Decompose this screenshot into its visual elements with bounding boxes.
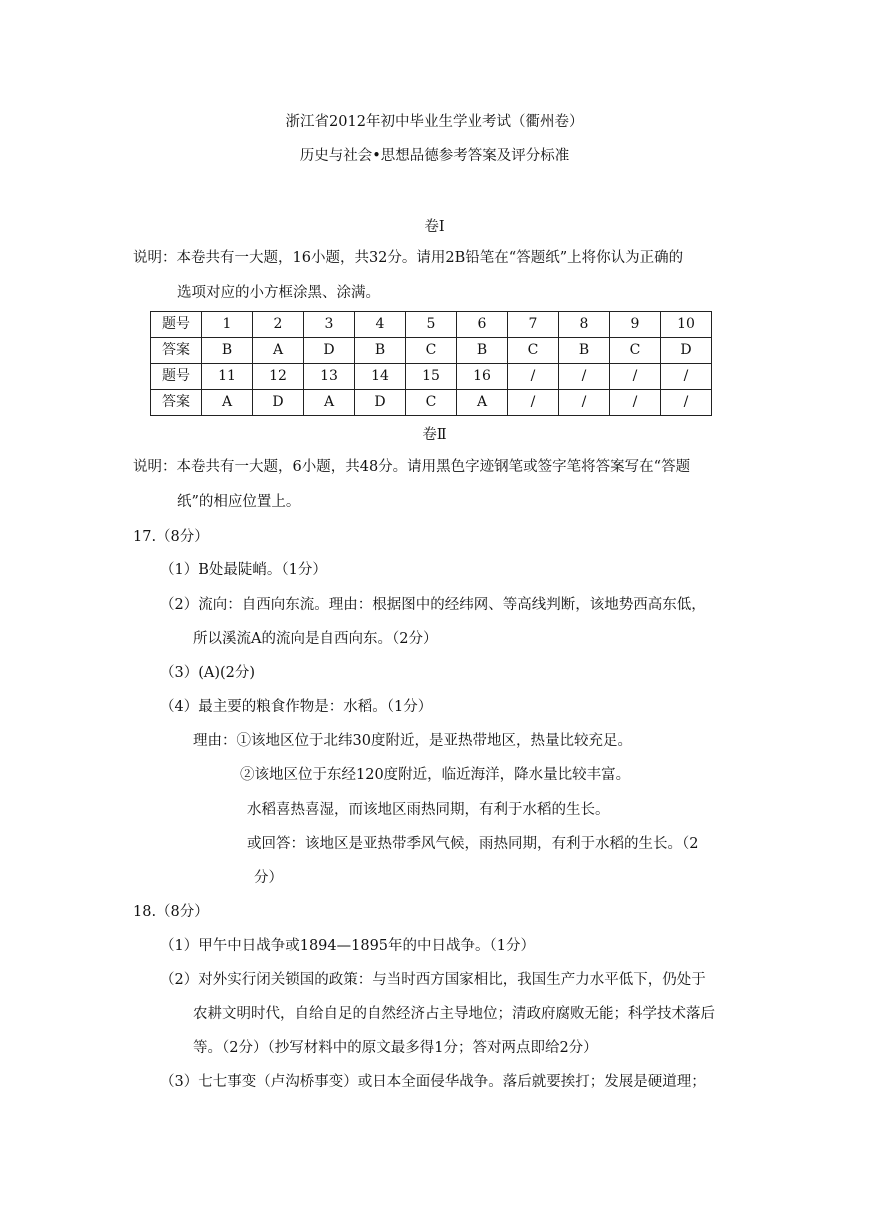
- q17-reason-2: ②该地区位于东经120度附近，临近海洋，降水量比较丰富。: [240, 767, 631, 783]
- q17-answer-3: （3）(A)(2分): [160, 665, 256, 681]
- part2-note-line2: 纸”的相应位置上。: [177, 494, 301, 510]
- q18-answer-3: （3）七七事变（卢沟桥事变）或日本全面侵华战争。落后就要挨打；发展是硬道理；: [160, 1074, 706, 1090]
- q17-header: 17.（8分）: [133, 529, 209, 545]
- part1-note-line1: 说明：本卷共有一大题，16小题，共32分。请用2B铅笔在“答题纸”上将你认为正确的: [133, 250, 684, 266]
- table-cell: 1: [202, 312, 253, 338]
- table-cell: B: [202, 338, 253, 364]
- table-cell: B: [355, 338, 406, 364]
- table-cell: 11: [202, 364, 253, 390]
- q18-answer-1: （1）甲午中日战争或1894—1895年的中日战争。（1分）: [160, 938, 536, 954]
- table-cell: D: [253, 390, 304, 416]
- q18-answer-2-line3: 等。（2分）（抄写材料中的原文最多得1分；答对两点即给2分）: [193, 1040, 598, 1056]
- table-cell: /: [610, 364, 661, 390]
- part2-note-line1: 说明：本卷共有一大题，6小题，共48分。请用黑色字迹钢笔或签字笔将答案写在“答题: [133, 459, 691, 475]
- table-cell: /: [661, 364, 712, 390]
- table-cell: 16: [457, 364, 508, 390]
- table-cell: /: [661, 390, 712, 416]
- q17-answer-2-line1: （2）流向：自西向东流。理由：根据图中的经纬网、等高线判断，该地势西高东低，: [160, 597, 706, 613]
- row-label: 答案: [151, 390, 202, 416]
- table-cell: /: [508, 364, 559, 390]
- table-cell: 3: [304, 312, 355, 338]
- document-title: 浙江省2012年初中毕业生学业考试（衢州卷）: [285, 114, 584, 130]
- table-cell: 9: [610, 312, 661, 338]
- table-cell: A: [253, 338, 304, 364]
- q17-answer-1: （1）B处最陡峭。（1分）: [160, 562, 327, 578]
- table-row: [151, 312, 712, 338]
- table-cell: D: [355, 390, 406, 416]
- table-cell: 2: [253, 312, 304, 338]
- q18-header: 18.（8分）: [133, 904, 209, 920]
- table-row: [151, 390, 712, 416]
- table-cell: 14: [355, 364, 406, 390]
- table-cell: 7: [508, 312, 559, 338]
- table-cell: B: [559, 338, 610, 364]
- row-label: 题号: [151, 364, 202, 390]
- table-cell: D: [304, 338, 355, 364]
- table-cell: /: [559, 364, 610, 390]
- table-cell: 5: [406, 312, 457, 338]
- table-cell: A: [202, 390, 253, 416]
- row-label: 题号: [151, 312, 202, 338]
- table-cell: /: [508, 390, 559, 416]
- table-cell: C: [406, 338, 457, 364]
- document-subtitle: 历史与社会•思想品德参考答案及评分标准: [299, 148, 570, 164]
- table-cell: 15: [406, 364, 457, 390]
- table-cell: D: [661, 338, 712, 364]
- table-row: [151, 338, 712, 364]
- table-cell: 13: [304, 364, 355, 390]
- q17-reason-4-line1: 或回答：该地区是亚热带季风气候，雨热同期，有利于水稻的生长。（2: [247, 836, 699, 852]
- q18-answer-2-line1: （2）对外实行闭关锁国的政策：与当时西方国家相比，我国生产力水平低下，仍处于: [160, 972, 706, 988]
- table-cell: /: [610, 390, 661, 416]
- q17-reason-1: 理由：①该地区位于北纬30度附近，是亚热带地区，热量比较充足。: [193, 733, 632, 749]
- part2-heading: 卷Ⅱ: [422, 427, 447, 443]
- table-cell: /: [559, 390, 610, 416]
- table-cell: 8: [559, 312, 610, 338]
- table-row: [151, 364, 712, 390]
- part1-note-line2: 选项对应的小方框涂黑、涂满。: [177, 285, 380, 301]
- table-cell: C: [406, 390, 457, 416]
- q17-reason-3: 水稻喜热喜湿，而该地区雨热同期，有利于水稻的生长。: [247, 802, 610, 818]
- table-cell: A: [304, 390, 355, 416]
- table-cell: B: [457, 338, 508, 364]
- q17-answer-2-line2: 所以溪流A的流向是自西向东。（2分）: [193, 631, 438, 647]
- table-cell: 4: [355, 312, 406, 338]
- part1-heading: 卷Ⅰ: [424, 219, 445, 235]
- table-cell: C: [610, 338, 661, 364]
- table-cell: C: [508, 338, 559, 364]
- table-cell: A: [457, 390, 508, 416]
- q17-reason-4-line2: 分）: [254, 870, 283, 886]
- table-cell: 10: [661, 312, 712, 338]
- table-cell: 6: [457, 312, 508, 338]
- answer-table: [150, 311, 712, 416]
- row-label: 答案: [151, 338, 202, 364]
- q18-answer-2-line2: 农耕文明时代，自给自足的自然经济占主导地位；清政府腐败无能；科学技术落后: [193, 1006, 715, 1022]
- table-cell: 12: [253, 364, 304, 390]
- q17-answer-4: （4）最主要的粮食作物是：水稻。（1分）: [160, 699, 433, 715]
